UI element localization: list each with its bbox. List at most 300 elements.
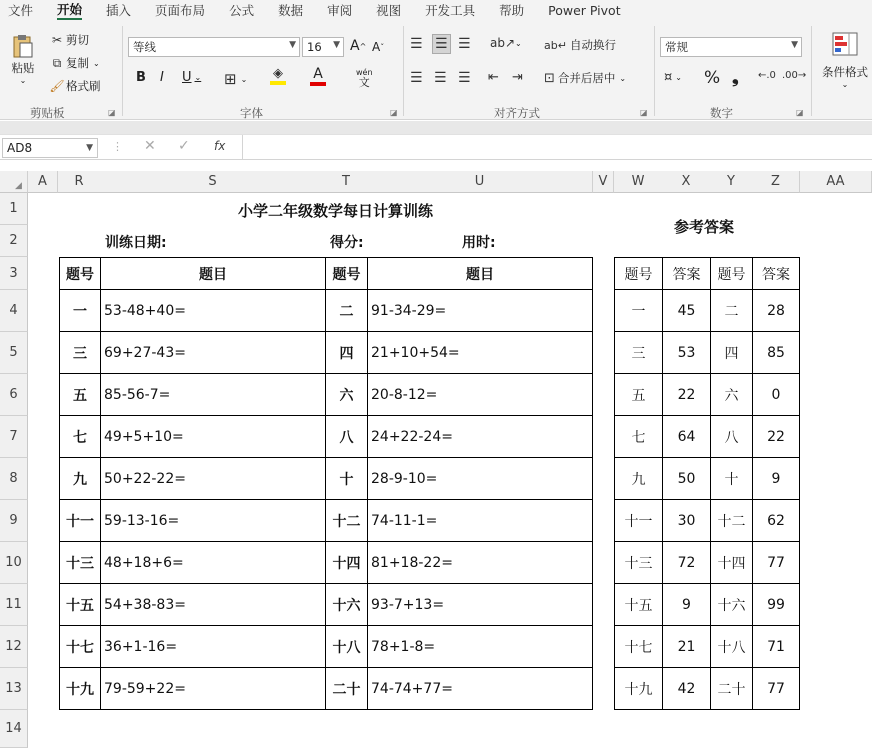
question-number-cell-text: 十六 [332, 597, 361, 614]
header-cell [614, 257, 663, 290]
question-number-cell[interactable] [325, 583, 368, 626]
question-cell-text: 91-34-29= [371, 302, 447, 319]
question-number-cell[interactable] [59, 415, 101, 458]
time-label: 用时: [462, 235, 496, 251]
question-number-cell[interactable] [325, 541, 368, 584]
borders-button[interactable] [224, 70, 247, 88]
question-number-cell-text: 六 [339, 387, 354, 404]
font-group-label: 字体 [240, 106, 263, 120]
question-cell-text: 48+18+6= [104, 554, 184, 571]
percent-icon: % [704, 68, 721, 88]
column-header[interactable]: A [28, 171, 58, 193]
question-cell[interactable] [367, 457, 593, 500]
header-question: 题目 [466, 266, 494, 283]
question-number-cell-text: 二十 [332, 681, 361, 698]
underline-button[interactable] [182, 70, 201, 85]
header-cell [710, 257, 753, 290]
decrease-font-icon: A [372, 40, 381, 54]
row-header[interactable]: 6 [0, 374, 28, 416]
answer-cell-text: 53 [677, 344, 696, 361]
paste-label: 粘贴 [11, 61, 35, 75]
question-number-cell-text: 八 [339, 429, 354, 446]
header-cell [59, 257, 101, 290]
spacer [0, 160, 872, 171]
increase-decimal-button[interactable] [758, 70, 776, 81]
copy-button[interactable] [48, 55, 100, 71]
insert-function-icon[interactable]: fx [214, 139, 226, 153]
question-cell[interactable] [367, 583, 593, 626]
row-header[interactable]: 2 [0, 225, 28, 257]
ribbon [0, 20, 872, 120]
question-number-cell[interactable] [325, 415, 368, 458]
answer-cell[interactable] [662, 289, 711, 332]
question-number-cell-text: 十七 [66, 639, 94, 656]
percent-button[interactable] [704, 68, 720, 88]
answer-cell[interactable] [662, 625, 711, 668]
clipboard-group-label: 剪贴板 [30, 106, 65, 120]
question-cell-text: 69+27-43= [104, 344, 186, 361]
answer-number-cell-text: 二 [724, 303, 739, 320]
question-number-cell[interactable] [59, 541, 101, 584]
answer-number-cell-text: 九 [631, 471, 646, 488]
answer-number-cell-text: 八 [724, 429, 739, 446]
row-header[interactable]: 5 [0, 332, 28, 374]
bold-button[interactable] [136, 70, 146, 85]
cut-button[interactable] [48, 32, 89, 48]
orientation-icon: ab↗ [490, 36, 516, 50]
divider [403, 26, 404, 116]
answer-cell[interactable] [752, 373, 800, 416]
question-cell-text: 78+1-8= [371, 638, 436, 655]
chevron-down-icon: ⌄ [93, 58, 100, 68]
clipboard-icon [11, 32, 35, 60]
question-number-cell[interactable] [325, 625, 368, 668]
italic-button[interactable] [160, 70, 164, 85]
question-number-cell[interactable] [325, 289, 368, 332]
question-number-cell[interactable] [325, 667, 368, 710]
question-number-cell[interactable] [59, 583, 101, 626]
question-number-cell[interactable] [59, 331, 101, 374]
answer-number-cell[interactable] [710, 457, 753, 500]
question-number-cell[interactable] [59, 457, 101, 500]
answer-cell-text: 72 [677, 554, 696, 571]
column-header[interactable]: T [325, 171, 368, 193]
question-cell-text: 74-74+77= [371, 680, 453, 697]
font-size-select[interactable] [302, 37, 344, 57]
name-box[interactable] [2, 138, 98, 158]
increase-font-button[interactable]: A ^ [350, 38, 367, 54]
header-cell [752, 257, 800, 290]
number-format-value: 常规 [665, 40, 688, 54]
ribbon-tab[interactable]: 数据 [278, 3, 304, 18]
answer-cell-text: 77 [767, 554, 785, 571]
answer-cell[interactable] [752, 583, 800, 626]
answer-cell-text: 22 [767, 428, 785, 445]
answer-cell-text: 99 [767, 596, 785, 613]
row-header[interactable]: 12 [0, 626, 28, 668]
column-header[interactable]: V [593, 171, 614, 193]
fill-color-swatch [270, 81, 286, 85]
question-cell[interactable] [367, 289, 593, 332]
chevron-down-icon: ⌄ [515, 38, 522, 48]
format-painter-button[interactable] [48, 78, 101, 94]
question-cell-text: 93-7+13= [371, 596, 445, 613]
font-name-value: 等线 [133, 40, 156, 54]
question-number-cell-text: 十三 [66, 555, 94, 572]
column-header[interactable]: W [614, 171, 663, 193]
italic-icon: I [160, 70, 164, 85]
question-cell-text: 59-13-16= [104, 512, 180, 529]
question-cell[interactable] [367, 415, 593, 458]
merge-icon: ⊡ [544, 70, 555, 86]
copy-icon: ⧉ [52, 55, 62, 70]
phonetic-button[interactable] [356, 68, 373, 88]
column-header[interactable]: R [58, 171, 101, 193]
chevron-down-icon: ▼ [86, 143, 93, 153]
row-header[interactable]: 11 [0, 584, 28, 626]
answer-number-cell-text: 十三 [624, 555, 653, 572]
answer-cell[interactable] [662, 373, 711, 416]
row-header[interactable]: 14 [0, 710, 28, 748]
ribbon-tab[interactable]: 公式 [229, 3, 255, 18]
ribbon-tab[interactable]: 页面布局 [155, 3, 206, 18]
row-header[interactable]: 9 [0, 500, 28, 542]
row-header[interactable]: 13 [0, 668, 28, 710]
question-cell[interactable] [100, 331, 326, 374]
wrap-text-button[interactable] [544, 37, 616, 53]
question-cell-text: 50+22-22= [104, 470, 186, 487]
question-cell[interactable] [367, 625, 593, 668]
question-cell[interactable] [100, 373, 326, 416]
align-bottom-button[interactable] [458, 36, 471, 52]
format-painter-label: 格式刷 [66, 79, 101, 93]
question-number-cell[interactable] [325, 499, 368, 542]
answer-cell[interactable] [662, 541, 711, 584]
column-header[interactable]: X [662, 171, 711, 193]
question-cell[interactable] [367, 373, 593, 416]
question-number-cell[interactable] [59, 667, 101, 710]
font-color-button[interactable] [310, 66, 326, 86]
question-number-cell-text: 十 [339, 471, 354, 488]
bold-icon: B [136, 70, 146, 85]
question-number-cell[interactable] [59, 499, 101, 542]
answer-number-cell[interactable] [614, 499, 663, 542]
enter-check-icon[interactable]: ✓ [178, 138, 190, 154]
answer-number-cell[interactable] [710, 625, 753, 668]
question-cell[interactable] [100, 457, 326, 500]
align-middle-icon: ☰ [435, 36, 448, 52]
phonetic-label: wén [356, 68, 373, 77]
answer-cell[interactable] [752, 415, 800, 458]
scissors-icon: ✂ [51, 33, 63, 47]
question-cell-text: 74-11-1= [371, 512, 438, 529]
ribbon-tab[interactable]: Power Pivot [548, 2, 621, 18]
underline-icon: U [182, 70, 192, 85]
dialog-launcher-icon[interactable]: ◪ [108, 108, 116, 117]
answer-number-cell[interactable] [614, 625, 663, 668]
font-color-icon: A [313, 66, 323, 82]
font-color-swatch [310, 82, 326, 86]
border-icon: ⊞ [224, 70, 237, 88]
answer-cell-text: 71 [767, 638, 785, 655]
answer-number-cell[interactable] [614, 541, 663, 584]
answer-number-cell[interactable] [614, 373, 663, 416]
align-middle-button[interactable] [432, 34, 451, 54]
align-top-icon: ☰ [410, 36, 423, 52]
fill-color-button[interactable] [270, 66, 286, 85]
answer-cell-text: 62 [767, 512, 785, 529]
answer-cell[interactable] [752, 499, 800, 542]
header-cell [662, 257, 711, 290]
answer-cell[interactable] [752, 625, 800, 668]
header-cell [100, 257, 326, 290]
align-right-icon: ☰ [458, 70, 471, 86]
question-cell[interactable] [100, 499, 326, 542]
decrease-decimal-icon: .00→ [782, 70, 807, 81]
header-cell [367, 257, 593, 290]
column-header[interactable]: AA [800, 171, 872, 193]
answer-cell[interactable] [662, 415, 711, 458]
ribbon-tab-bar [0, 0, 872, 20]
row-header[interactable]: 1 [0, 193, 28, 225]
question-number-cell-text: 十二 [332, 513, 361, 530]
font-name-select[interactable] [128, 37, 300, 57]
question-cell[interactable] [100, 541, 326, 584]
answer-number-cell-text: 五 [631, 387, 646, 404]
decrease-font-button[interactable]: A ˇ [372, 40, 385, 54]
name-box-value: AD8 [7, 141, 33, 155]
score-label: 得分: [330, 235, 364, 251]
header-question: 题目 [199, 266, 227, 283]
answer-number-cell-text: 四 [724, 345, 739, 362]
divider [811, 26, 812, 116]
merge-center-button[interactable] [544, 70, 626, 86]
answer-cell[interactable] [752, 331, 800, 374]
row-header[interactable]: 7 [0, 416, 28, 458]
answer-number-cell[interactable] [614, 457, 663, 500]
answer-number-cell-text: 三 [631, 345, 646, 362]
answer-cell[interactable] [662, 583, 711, 626]
question-cell-text: 28-9-10= [371, 470, 438, 487]
answer-number-cell-text: 十二 [717, 513, 746, 530]
answer-cell[interactable] [752, 667, 800, 710]
dialog-launcher-icon[interactable]: ◪ [796, 108, 804, 117]
question-cell[interactable] [367, 331, 593, 374]
decrease-indent-button[interactable] [488, 70, 499, 85]
question-number-cell[interactable] [325, 373, 368, 416]
number-format-select[interactable] [660, 37, 802, 57]
answer-number-cell[interactable] [614, 331, 663, 374]
answer-number-cell[interactable] [614, 415, 663, 458]
align-top-button[interactable] [410, 36, 423, 52]
chevron-down-icon: ▼ [791, 40, 798, 50]
answer-cell-text: 21 [677, 638, 696, 655]
paste-button[interactable] [8, 32, 38, 92]
answer-cell-text: 9 [771, 470, 781, 487]
answer-number-cell[interactable] [710, 583, 753, 626]
align-right-button[interactable] [458, 70, 471, 86]
answer-cell-text: 28 [767, 302, 785, 319]
column-header[interactable]: Z [752, 171, 800, 193]
comma-button[interactable] [732, 68, 739, 88]
header-no: 题号 [624, 266, 653, 283]
cut-label: 剪切 [66, 33, 89, 47]
ribbon-tab[interactable]: 开始 [57, 0, 82, 20]
answer-number-cell[interactable] [614, 667, 663, 710]
align-left-button[interactable] [410, 70, 423, 86]
question-cell-text: 24+22-24= [371, 428, 453, 445]
answer-number-cell-text: 十七 [624, 639, 653, 656]
orientation-button[interactable] [490, 36, 522, 50]
ribbon-separator [0, 121, 872, 134]
answer-cell[interactable] [752, 289, 800, 332]
answer-cell[interactable] [662, 457, 711, 500]
answer-cell-text: 42 [677, 680, 696, 697]
row-header[interactable]: 4 [0, 290, 28, 332]
date-label: 训练日期: [105, 235, 167, 251]
answer-cell-text: 50 [677, 470, 696, 487]
align-center-icon: ☰ [434, 70, 447, 86]
question-cell[interactable] [100, 625, 326, 668]
question-number-cell-text: 三 [73, 345, 87, 362]
question-cell-text: 49+5+10= [104, 428, 184, 445]
increase-font-icon: A [350, 38, 360, 54]
chevron-down-icon: ⌄ [675, 73, 682, 82]
dialog-launcher-icon[interactable]: ◪ [640, 108, 648, 117]
question-number-cell[interactable] [59, 373, 101, 416]
answer-number-cell[interactable] [710, 289, 753, 332]
font-size-value: 16 [307, 40, 322, 54]
ribbon-tab[interactable]: 开发工具 [425, 3, 476, 18]
ribbon-tab[interactable]: 文件 [8, 3, 34, 18]
chevron-down-icon: ⌄ [841, 80, 849, 89]
question-number-cell-text: 一 [73, 303, 87, 320]
decrease-decimal-button[interactable] [782, 70, 806, 81]
answer-number-cell[interactable] [614, 289, 663, 332]
answer-number-cell-text: 十 [724, 471, 739, 488]
row-header[interactable]: 8 [0, 458, 28, 500]
answer-number-cell-text: 十六 [717, 597, 746, 614]
column-header[interactable]: U [367, 171, 593, 193]
question-cell-text: 20-8-12= [371, 386, 438, 403]
cancel-icon[interactable]: ✕ [144, 138, 156, 154]
column-header[interactable]: S [100, 171, 326, 193]
answer-cell-text: 45 [677, 302, 696, 319]
ribbon-tab[interactable]: 审阅 [327, 3, 353, 18]
answer-number-cell[interactable] [710, 541, 753, 584]
corner-triangle-icon: ◢ [15, 180, 22, 191]
question-cell[interactable] [100, 583, 326, 626]
chevron-down-icon: ⌄ [19, 76, 27, 85]
answer-number-cell[interactable] [614, 583, 663, 626]
answer-number-cell[interactable] [710, 415, 753, 458]
merge-center-label: 合并后居中 [557, 71, 616, 85]
header-no: 题号 [66, 266, 94, 283]
answer-number-cell[interactable] [710, 331, 753, 374]
ribbon-tab[interactable]: 插入 [106, 3, 132, 18]
question-cell[interactable] [100, 667, 326, 710]
more-options-icon: ⋮ [112, 140, 123, 153]
align-left-icon: ☰ [410, 70, 423, 86]
answer-number-cell[interactable] [710, 499, 753, 542]
header-answer: 答案 [762, 266, 790, 283]
header-cell [325, 257, 368, 290]
question-number-cell-text: 七 [73, 429, 87, 446]
answer-number-cell[interactable] [710, 373, 753, 416]
question-cell-text: 21+10+54= [371, 344, 460, 361]
align-center-button[interactable] [434, 70, 447, 86]
header-no: 题号 [332, 266, 361, 283]
answer-cell[interactable] [662, 331, 711, 374]
column-header[interactable]: Y [710, 171, 753, 193]
answer-cell[interactable] [662, 667, 711, 710]
answer-cell[interactable] [752, 541, 800, 584]
question-cell[interactable] [100, 415, 326, 458]
ribbon-tab[interactable]: 帮助 [499, 3, 525, 18]
question-number-cell[interactable] [325, 457, 368, 500]
question-number-cell[interactable] [59, 625, 101, 668]
answer-number-cell-text: 二十 [717, 681, 746, 698]
row-header[interactable]: 10 [0, 542, 28, 584]
increase-indent-icon: ⇥ [512, 70, 523, 85]
question-cell-text: 79-59+22= [104, 680, 186, 697]
question-number-cell-text: 十八 [332, 639, 361, 656]
increase-decimal-icon: ←.0 [758, 70, 776, 81]
question-number-cell[interactable] [325, 331, 368, 374]
row-header[interactable]: 3 [0, 257, 28, 290]
chevron-down-icon: ⌄ [619, 73, 627, 83]
question-number-cell-text: 十九 [66, 681, 94, 698]
currency-icon: ¤ [664, 70, 673, 85]
answer-cell-text: 85 [767, 344, 785, 361]
answer-number-cell[interactable] [710, 667, 753, 710]
header-no: 题号 [717, 266, 746, 283]
question-cell-text: 54+38-83= [104, 596, 186, 613]
ribbon-tab[interactable]: 视图 [376, 3, 402, 18]
question-number-cell-text: 十五 [66, 597, 94, 614]
header-answer: 答案 [672, 266, 701, 283]
conditional-formatting-button[interactable] [818, 32, 872, 89]
answer-number-cell-text: 十八 [717, 639, 746, 656]
answer-number-cell-text: 十四 [717, 555, 746, 572]
answer-cell[interactable] [662, 499, 711, 542]
wrap-text-label: 自动换行 [569, 38, 616, 52]
question-cell[interactable] [367, 499, 593, 542]
wrap-text-icon: ab↵ [544, 38, 567, 52]
increase-indent-button[interactable] [512, 70, 523, 85]
answer-cell[interactable] [752, 457, 800, 500]
question-cell[interactable] [367, 541, 593, 584]
question-number-cell[interactable] [59, 289, 101, 332]
answer-cell-text: 9 [682, 596, 691, 613]
sheet-title: 小学二年级数学每日计算训练 [238, 202, 434, 220]
answer-cell-text: 30 [677, 512, 696, 529]
answer-cell-text: 77 [767, 680, 785, 697]
select-all-corner[interactable] [0, 171, 28, 193]
question-cell[interactable] [367, 667, 593, 710]
paint-bucket-icon: ◈ [273, 66, 283, 81]
dialog-launcher-icon[interactable]: ◪ [390, 108, 398, 117]
question-cell[interactable] [100, 289, 326, 332]
question-number-cell-text: 九 [73, 471, 87, 488]
accounting-format-button[interactable] [664, 70, 682, 85]
paintbrush-icon: 🖌 [49, 79, 65, 93]
chevron-down-icon: ▼ [289, 40, 296, 50]
formula-bar [0, 134, 872, 160]
formula-input[interactable] [243, 135, 872, 161]
answer-number-cell-text: 六 [724, 387, 739, 404]
copy-label: 复制 [66, 56, 89, 70]
